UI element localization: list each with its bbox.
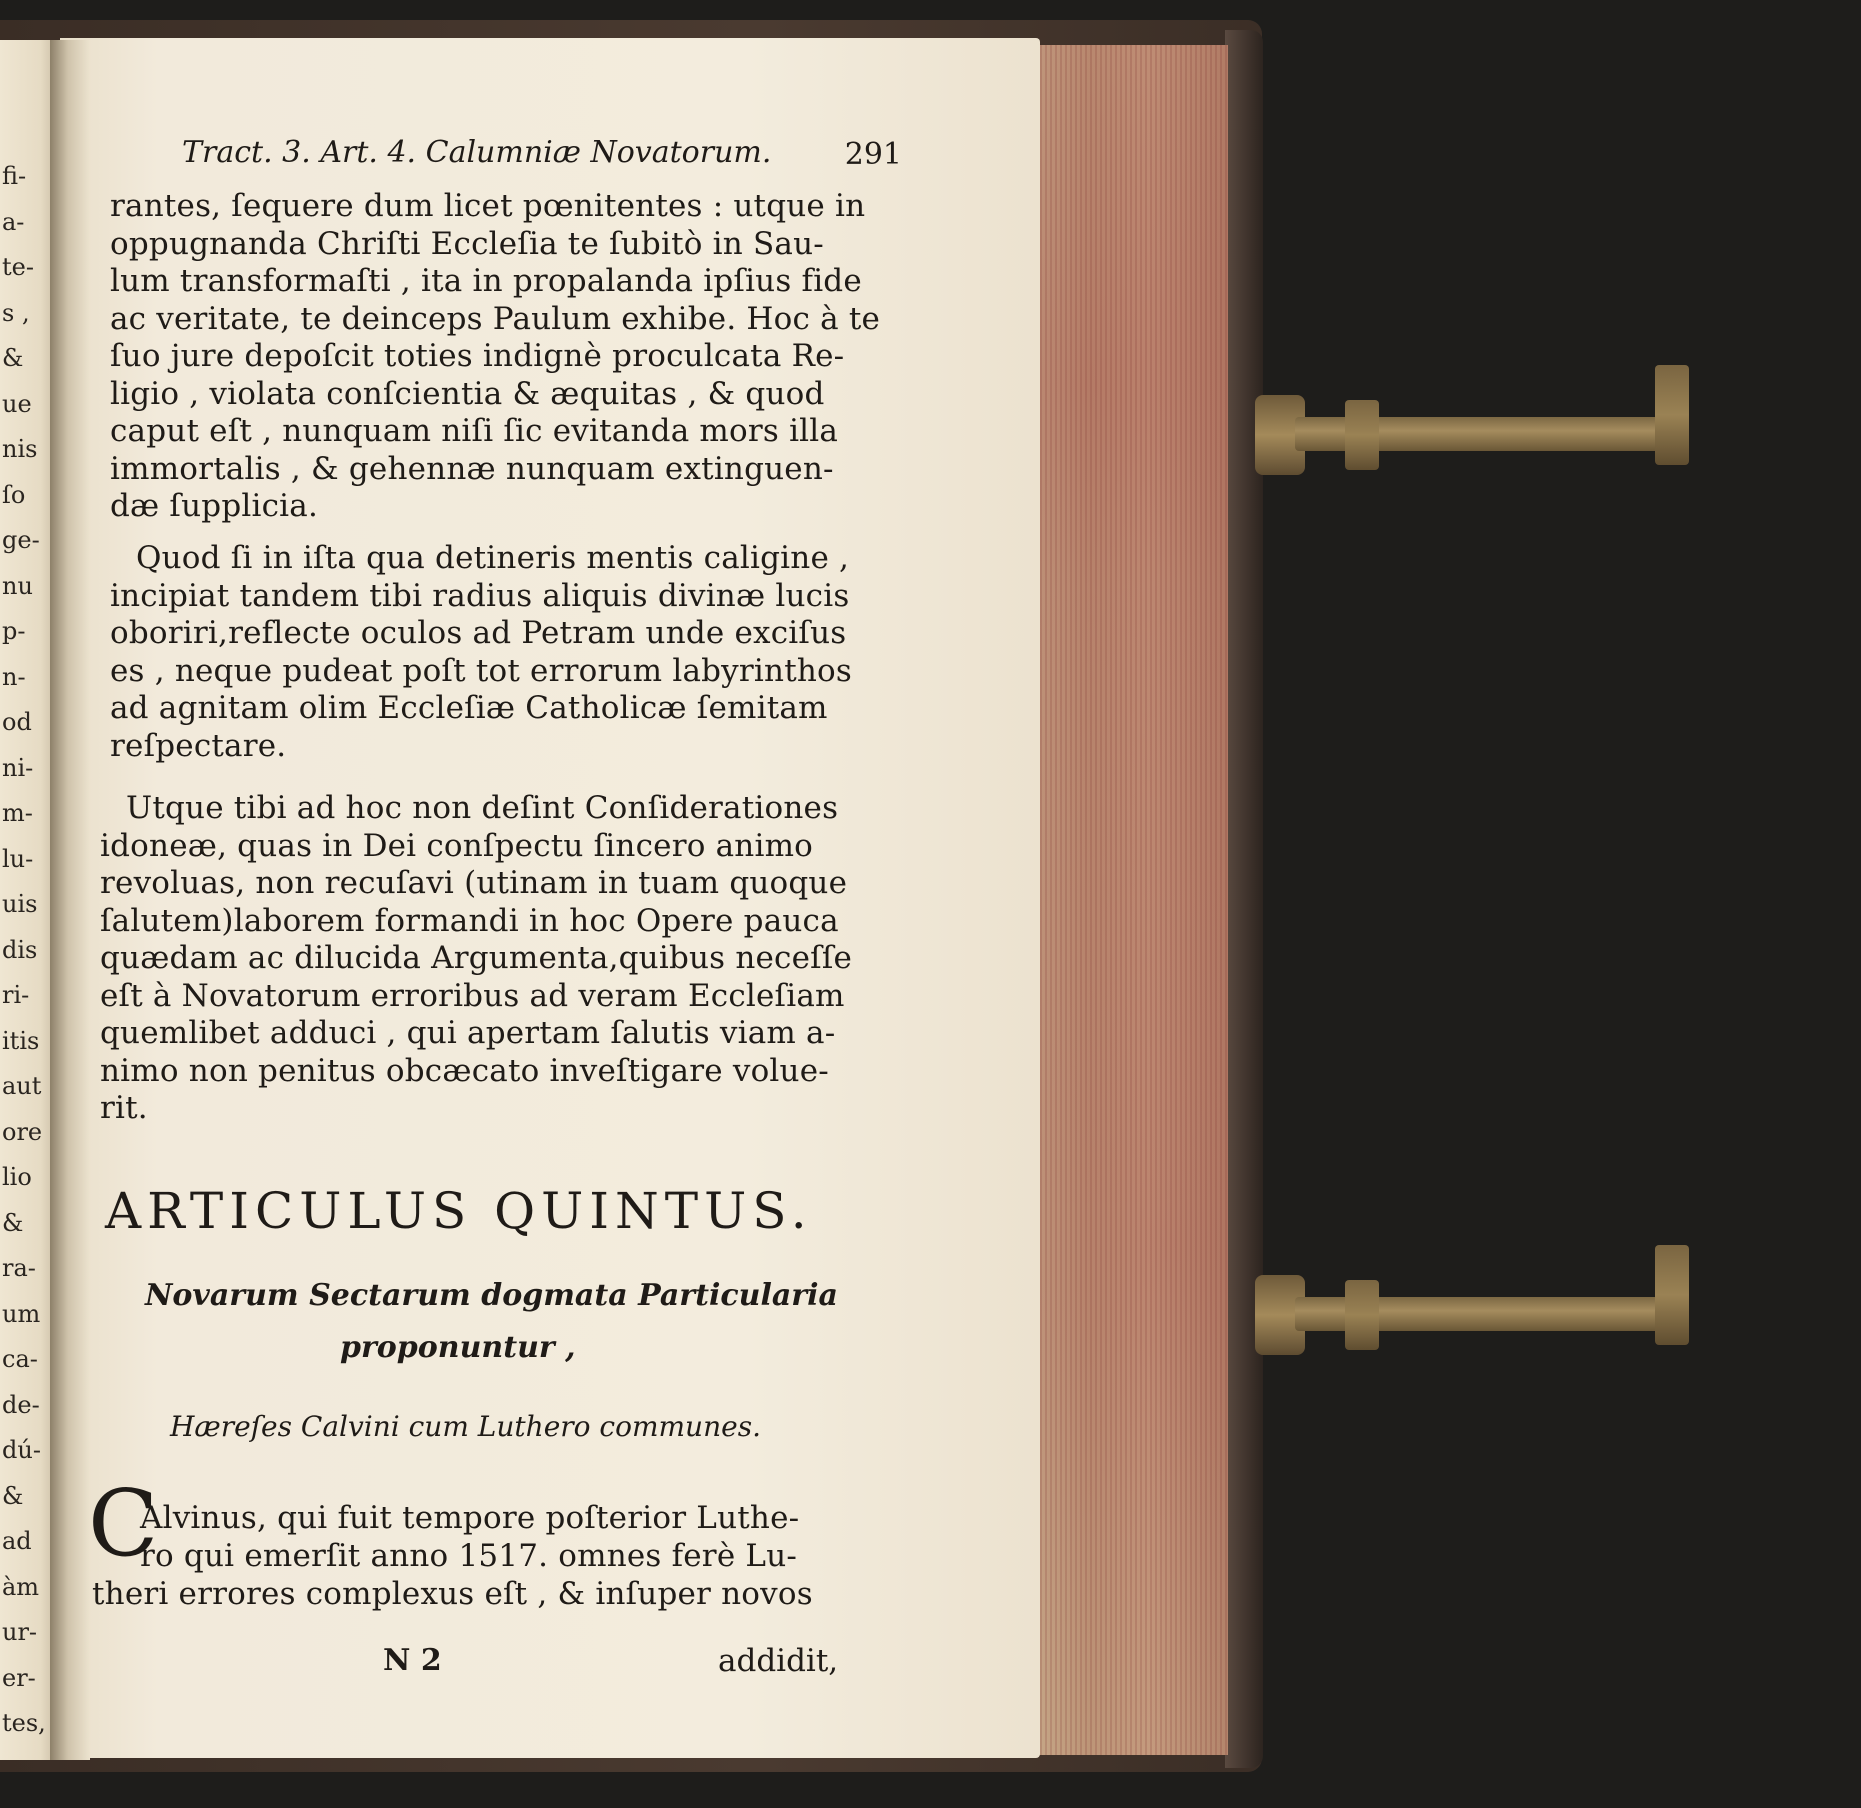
text-line: dæ ſupplicia.: [110, 488, 319, 524]
upper-clasp: [1255, 395, 1725, 505]
lower-clasp-knob: [1345, 1280, 1379, 1350]
left-page-fragment: te-: [2, 253, 34, 281]
left-page-fragment: ge-: [2, 526, 40, 554]
text-line: ro qui emerſit anno 1517. omnes ferè Lu-: [140, 1538, 798, 1574]
left-page-fragment: er-: [2, 1663, 36, 1692]
left-page-fragment: lio: [2, 1163, 32, 1191]
left-page-fragment: n-: [2, 662, 26, 691]
left-page-fragment: aut: [2, 1072, 42, 1100]
left-page-fragment: &: [2, 344, 24, 372]
catchword: addidit,: [718, 1643, 839, 1679]
text-line: quædam ac dilucida Argumenta,quibus neceſſe: [100, 940, 853, 976]
text-line: Utque tibi ad hoc non deſint Conſiderationes: [126, 790, 839, 826]
cover-edge: [1225, 30, 1263, 1768]
left-page-fragment: od: [2, 708, 32, 736]
text-line: reſpectare.: [110, 727, 287, 764]
left-page-fragment: ſo: [2, 480, 26, 509]
text-line: incipiat tandem tibi radius aliquis divinæ lucis: [110, 577, 850, 614]
left-page-fragment: ca-: [2, 1345, 38, 1373]
text-line: Alvinus, qui fuit tempore poſterior Luthe-: [140, 1500, 800, 1536]
running-head-title: Tract. 3. Art. 4. Calumniæ Novatorum.: [182, 135, 772, 170]
left-page-fragment: ore: [2, 1117, 43, 1146]
text-line: es , neque pudeat poſt tot errorum labyrinthos: [110, 652, 852, 689]
left-page-fragment: nis: [2, 435, 38, 463]
left-page-fragment: itis: [2, 1026, 40, 1055]
text-line: eſt à Novatorum erroribus ad veram Eccleſiam: [100, 977, 845, 1014]
left-page-fragment: s ,: [2, 298, 30, 327]
left-page-fragment: lu-: [2, 844, 34, 873]
drop-cap: C: [88, 1470, 159, 1577]
left-page-fragment: nu: [2, 571, 33, 600]
left-page-fragment: ra-: [2, 1254, 36, 1282]
left-page-fragment: uis: [2, 890, 38, 918]
article-heading: ARTICULUS QUINTUS.: [105, 1182, 813, 1240]
left-page-fragment: &: [2, 1208, 24, 1237]
text-line: oboriri,reflecte oculos ad Petram unde exciſus: [110, 615, 847, 651]
text-line: ligio , violata conſcientia & æquitas , & quod: [110, 375, 825, 412]
left-page-fragment: ue: [2, 389, 32, 418]
subheading-3: Hæreſes Calvini cum Luthero communes.: [170, 1410, 761, 1443]
left-page-fragment: tes,: [2, 1709, 46, 1737]
left-page-fragment: ur-: [2, 1618, 38, 1646]
left-page-fragment: fi-: [2, 162, 27, 190]
subheading-line-2: proponuntur ,: [340, 1330, 576, 1365]
text-line: oppugnanda Chriſti Eccleſia te ſubitò in Sau-: [110, 225, 824, 262]
text-line: nimo non penitus obcæcato inveſtigare volue-: [100, 1052, 829, 1089]
text-line: immortalis , & gehennæ nunquam extinguen-: [110, 450, 834, 487]
text-line: idoneæ, quas in Dei conſpectu ſincero animo: [100, 827, 814, 864]
text-line: rantes, ſequere dum licet pœnitentes : utque in: [110, 188, 866, 224]
left-page-fragment: àm: [2, 1572, 40, 1601]
lower-clasp: [1255, 1275, 1725, 1385]
text-line: quemlibet adduci , qui apertam ſalutis viam a-: [100, 1015, 836, 1051]
text-line: ad agnitam olim Eccleſiæ Catholicæ ſemitam: [110, 690, 828, 726]
text-line: Quod ſi in iſta qua detineris mentis caligine ,: [136, 540, 850, 576]
signature-mark: N 2: [383, 1643, 442, 1678]
left-page-fragment: ni-: [2, 753, 34, 782]
text-line: lum transformaſti , ita in propalanda ipſius fide: [110, 263, 862, 299]
text-line: caput eſt , nunquam niſi ſic evitanda mors illa: [110, 413, 839, 449]
left-page-fragment: de-: [2, 1390, 40, 1419]
left-page-fragment: dis: [2, 935, 38, 964]
left-page-fragment: m-: [2, 799, 33, 827]
page-number: 291: [844, 137, 902, 172]
left-page-fragment: &: [2, 1481, 24, 1510]
text-line: ſalutem)laborem formandi in hoc Opere pauca: [100, 902, 839, 939]
subheading-line-1: Novarum Sectarum dogmata Particularia: [145, 1278, 838, 1313]
text-line: rit.: [100, 1090, 148, 1126]
text-line: revoluas, non recuſavi (utinam in tuam quoque: [100, 865, 848, 901]
left-page-fragment: dú-: [2, 1436, 41, 1464]
lower-clasp-knob: [1655, 1245, 1689, 1345]
left-page-fragment: um: [2, 1299, 41, 1328]
text-line: ac veritate, te deinceps Paulum exhibe. Hoc à te: [110, 300, 881, 337]
upper-clasp-knob: [1345, 400, 1379, 470]
text-line: theri errores complexus eſt , & inſuper novos: [92, 1576, 813, 1612]
upper-clasp-knob: [1655, 365, 1689, 465]
left-page-fragment: a-: [2, 207, 25, 236]
left-page-fragment: ad: [2, 1527, 32, 1555]
left-page-fragment: p-: [2, 617, 26, 645]
running-head: [182, 135, 902, 175]
page-fore-edge: [1030, 45, 1228, 1755]
left-page-fragment: ri-: [2, 981, 30, 1009]
gutter: [50, 40, 90, 1760]
text-line: ſuo jure depoſcit toties indignè proculcata Re-: [110, 338, 845, 374]
